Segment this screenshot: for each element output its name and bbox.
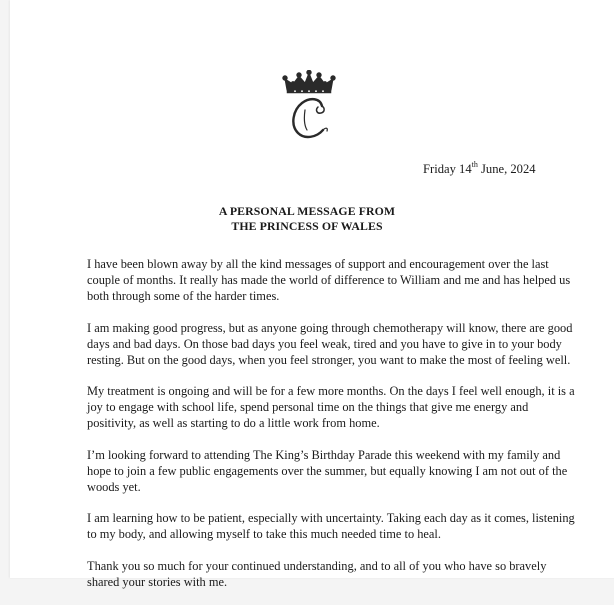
paragraph: I am making good progress, but as anyone going through chemotherapy will know, there are good days and bad days. On those bad days you feel weak, tired and you have to give in to your body resting. But on the good days, when you feel stronger, you want to make the most of feeling well.: [87, 320, 573, 367]
letter-page: [10, 0, 614, 589]
heading-line-2: THE PRINCESS OF WALES: [231, 219, 383, 233]
letter-date: [423, 161, 536, 177]
crowned-c-monogram-icon: [278, 70, 340, 142]
paragraph: Thank you so much for your continued understanding, and to all of you who have so bravely shared your stories with me.: [87, 558, 547, 589]
date-ordinal: th: [471, 160, 478, 169]
date-prefix: Friday 14: [423, 162, 472, 177]
letter-body: [87, 256, 577, 605]
paragraph: I’m looking forward to attending The King’s Birthday Parade this weekend with my family and hope to join a few public engagements over the summer, but equally knowing I am not out of the woods yet.: [87, 447, 568, 494]
paragraph: I have been blown away by all the kind messages of support and encouragement over the last couple of months. It really has made the world of difference to William and me and has helped us both through some of the harder times.: [87, 257, 571, 304]
paragraph: I am learning how to be patient, especially with uncertainty. Taking each day as it comes, listening to my body, and allowing myself to take this much needed time to heal.: [87, 511, 575, 542]
paragraph: My treatment is ongoing and will be for a few more months. On the days I feel well enough, it is a joy to engage with school life, spend personal time on the things that give me energy and positivity, as well as starting to do a little work from home.: [87, 384, 575, 431]
date-suffix: June, 2024: [477, 162, 536, 177]
heading-line-1: A PERSONAL MESSAGE FROM: [218, 204, 396, 218]
